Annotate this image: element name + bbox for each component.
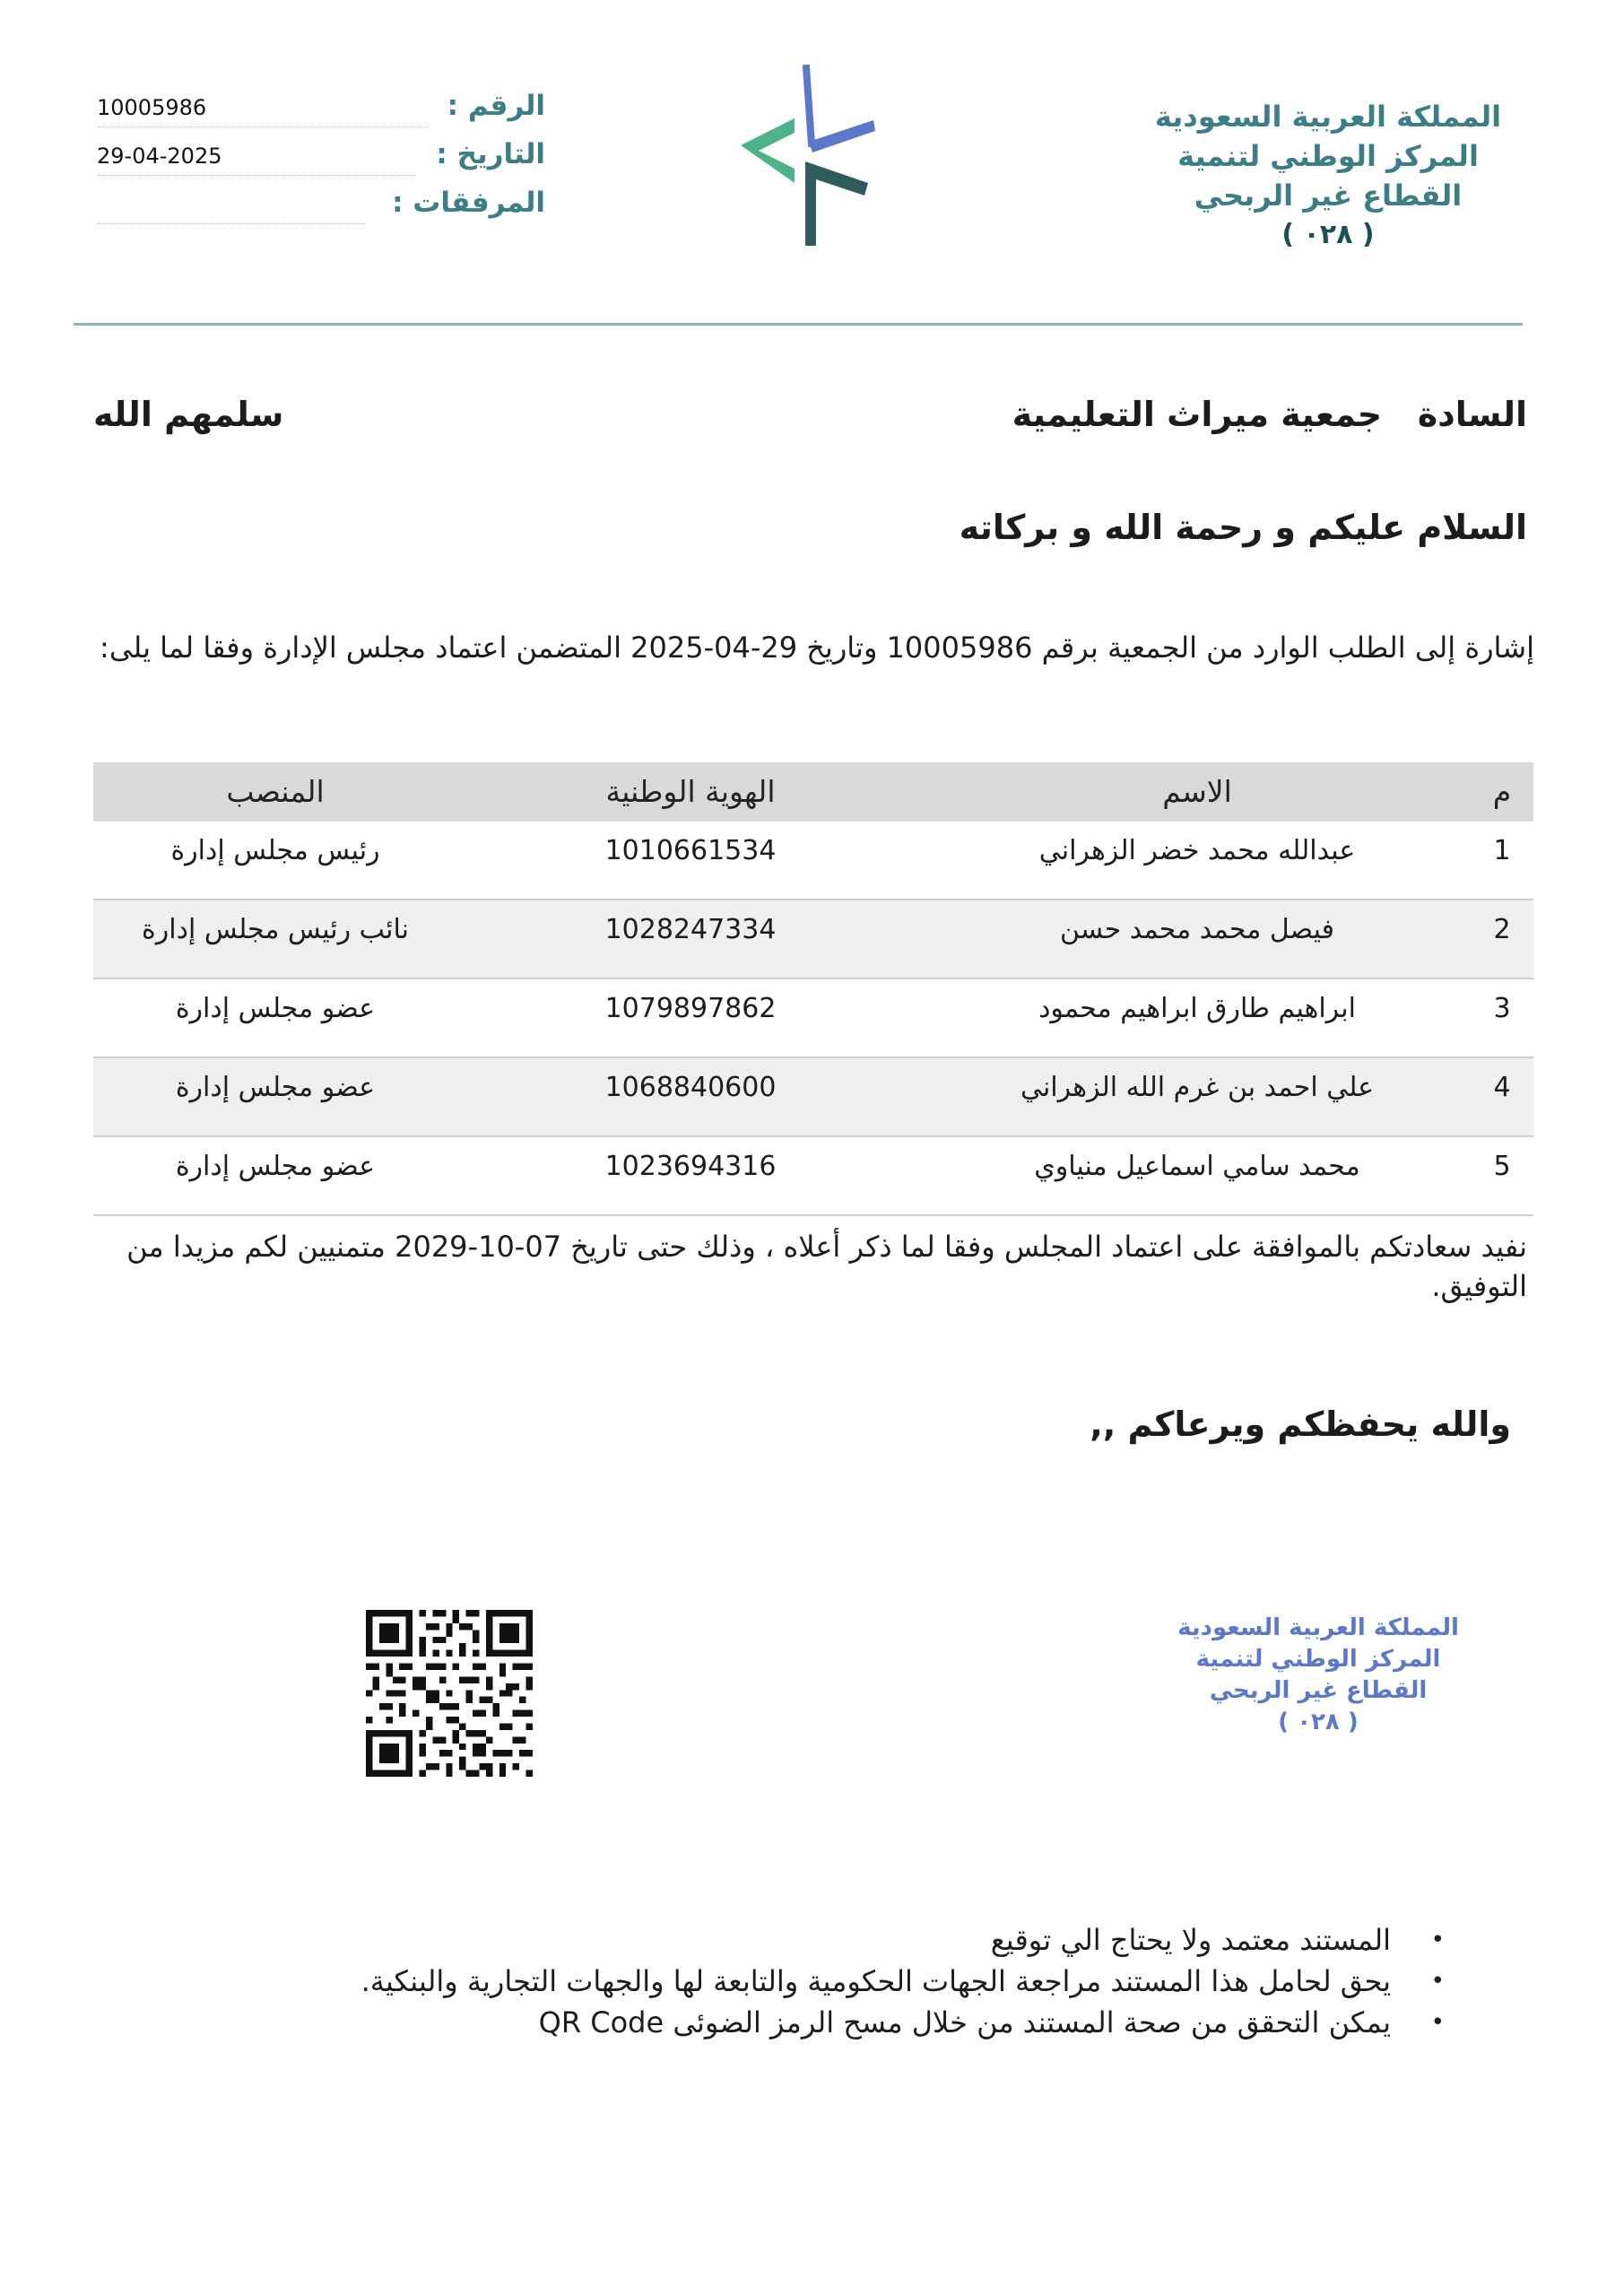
- row-name: علي احمد بن غرم الله الزهراني: [1020, 1072, 1375, 1103]
- notes-list: [279, 1919, 1445, 2043]
- row-name: ابراهيم طارق ابراهيم محمود: [1038, 993, 1356, 1024]
- attachments-row: [97, 187, 545, 231]
- row-name: محمد سامي اسماعيل منياوي: [1034, 1151, 1360, 1182]
- stamp-line-4: ( ٠٢٨ ): [1278, 1709, 1359, 1735]
- row-position: عضو مجلس إدارة: [175, 1072, 376, 1103]
- stamp-block: [1166, 1613, 1471, 1738]
- row-num: 3: [1493, 993, 1511, 1024]
- table-row: [93, 979, 1533, 1058]
- date-label: التاريخ :: [436, 138, 545, 170]
- greeting: السلام عليكم و رحمة الله و بركاته: [959, 508, 1527, 547]
- date-underline: [97, 175, 416, 176]
- ncnp-arrows-logo-icon: [723, 57, 884, 255]
- row-id: 1068840600: [604, 1072, 777, 1103]
- recipient-name: جمعية ميراث التعليمية: [1012, 395, 1383, 434]
- closing-line: والله يحفظكم ويرعاكم ,,: [1090, 1405, 1511, 1444]
- attachments-label: المرفقات :: [392, 187, 545, 219]
- board-members-table: [93, 762, 1533, 1216]
- row-position: عضو مجلس إدارة: [175, 993, 376, 1024]
- header-position: المنصب: [226, 774, 325, 809]
- reference-number-row: [97, 90, 545, 135]
- date-value: 29-04-2025: [97, 144, 222, 169]
- header-name: الاسم: [1162, 774, 1232, 809]
- row-name: عبدالله محمد خضر الزهراني: [1038, 835, 1356, 866]
- recipient-honorific: سلمهم الله: [93, 395, 284, 434]
- row-id: 1028247334: [604, 914, 777, 945]
- note-text: يمكن التحقق من صحة المستند من خلال مسح الرمز الضوئى QR Code: [538, 2005, 1391, 2039]
- row-position: نائب رئيس مجلس إدارة: [142, 914, 409, 945]
- attachments-underline: [97, 223, 366, 224]
- row-id: 1079897862: [604, 993, 777, 1024]
- header-num: م: [1492, 774, 1512, 809]
- row-num: 2: [1493, 914, 1511, 945]
- table-row: [93, 900, 1533, 979]
- table-row: [93, 1058, 1533, 1137]
- header-divider: [74, 323, 1523, 326]
- stamp-line-1: المملكة العربية السعودية: [1177, 1614, 1459, 1641]
- table-header-row: [93, 762, 1533, 822]
- reference-number-underline: [97, 126, 429, 127]
- org-name-line-3: القطاع غير الربحي: [1194, 178, 1463, 213]
- row-name: فيصل محمد محمد حسن: [1060, 914, 1334, 945]
- bullet-icon: •: [1430, 2009, 1445, 2036]
- row-id: 1023694316: [604, 1151, 777, 1182]
- header-id: الهوية الوطنية: [605, 774, 776, 809]
- org-name-line-4: ( ٠٢٨ ): [1281, 219, 1375, 250]
- list-item: [279, 2002, 1445, 2043]
- list-item: [279, 1961, 1445, 2002]
- row-num: 4: [1493, 1072, 1511, 1103]
- org-name-block: [1144, 97, 1512, 255]
- table-row: [93, 822, 1533, 900]
- row-id: 1010661534: [604, 835, 777, 866]
- qr-code-icon: [366, 1610, 533, 1777]
- note-text: يحق لحامل هذا المستند مراجعة الجهات الحكومية والتابعة لها والجهات التجارية والبنكية.: [360, 1964, 1391, 1998]
- stamp-line-2: المركز الوطني لتنمية: [1195, 1646, 1441, 1673]
- recipient-line: [1012, 395, 1527, 434]
- bullet-icon: •: [1430, 1968, 1445, 1995]
- list-item: [279, 1919, 1445, 1961]
- stamp-line-3: القطاع غير الربحي: [1209, 1677, 1428, 1704]
- note-text: المستند معتمد ولا يحتاج الي توقيع: [990, 1923, 1391, 1957]
- org-name-line-1: المملكة العربية السعودية: [1154, 100, 1502, 134]
- recipient-prefix: السادة: [1417, 395, 1527, 434]
- approval-paragraph: نفيد سعادتكم بالموافقة على اعتماد المجلس وفقا لما ذكر أعلاه ، وذلك حتى تاريخ 07-10-2029 متمنيين لكم مزيدا من التوفيق.: [126, 1230, 1527, 1303]
- row-num: 5: [1493, 1151, 1511, 1182]
- row-position: عضو مجلس إدارة: [175, 1151, 376, 1182]
- intro-paragraph: إشارة إلى الطلب الوارد من الجمعية برقم 10005986 وتاريخ 29-04-2025 المتضمن اعتماد مجلس الإدارة وفقا لما يلى:: [100, 631, 1534, 665]
- bullet-icon: •: [1430, 1926, 1445, 1953]
- table-row: [93, 1137, 1533, 1216]
- row-num: 1: [1493, 835, 1511, 866]
- reference-number-label: الرقم :: [447, 90, 545, 122]
- reference-number-value: 10005986: [97, 95, 207, 120]
- row-position: رئيس مجلس إدارة: [170, 835, 380, 866]
- date-row: [97, 138, 545, 183]
- org-name-line-2: المركز الوطني لتنمية: [1177, 139, 1479, 173]
